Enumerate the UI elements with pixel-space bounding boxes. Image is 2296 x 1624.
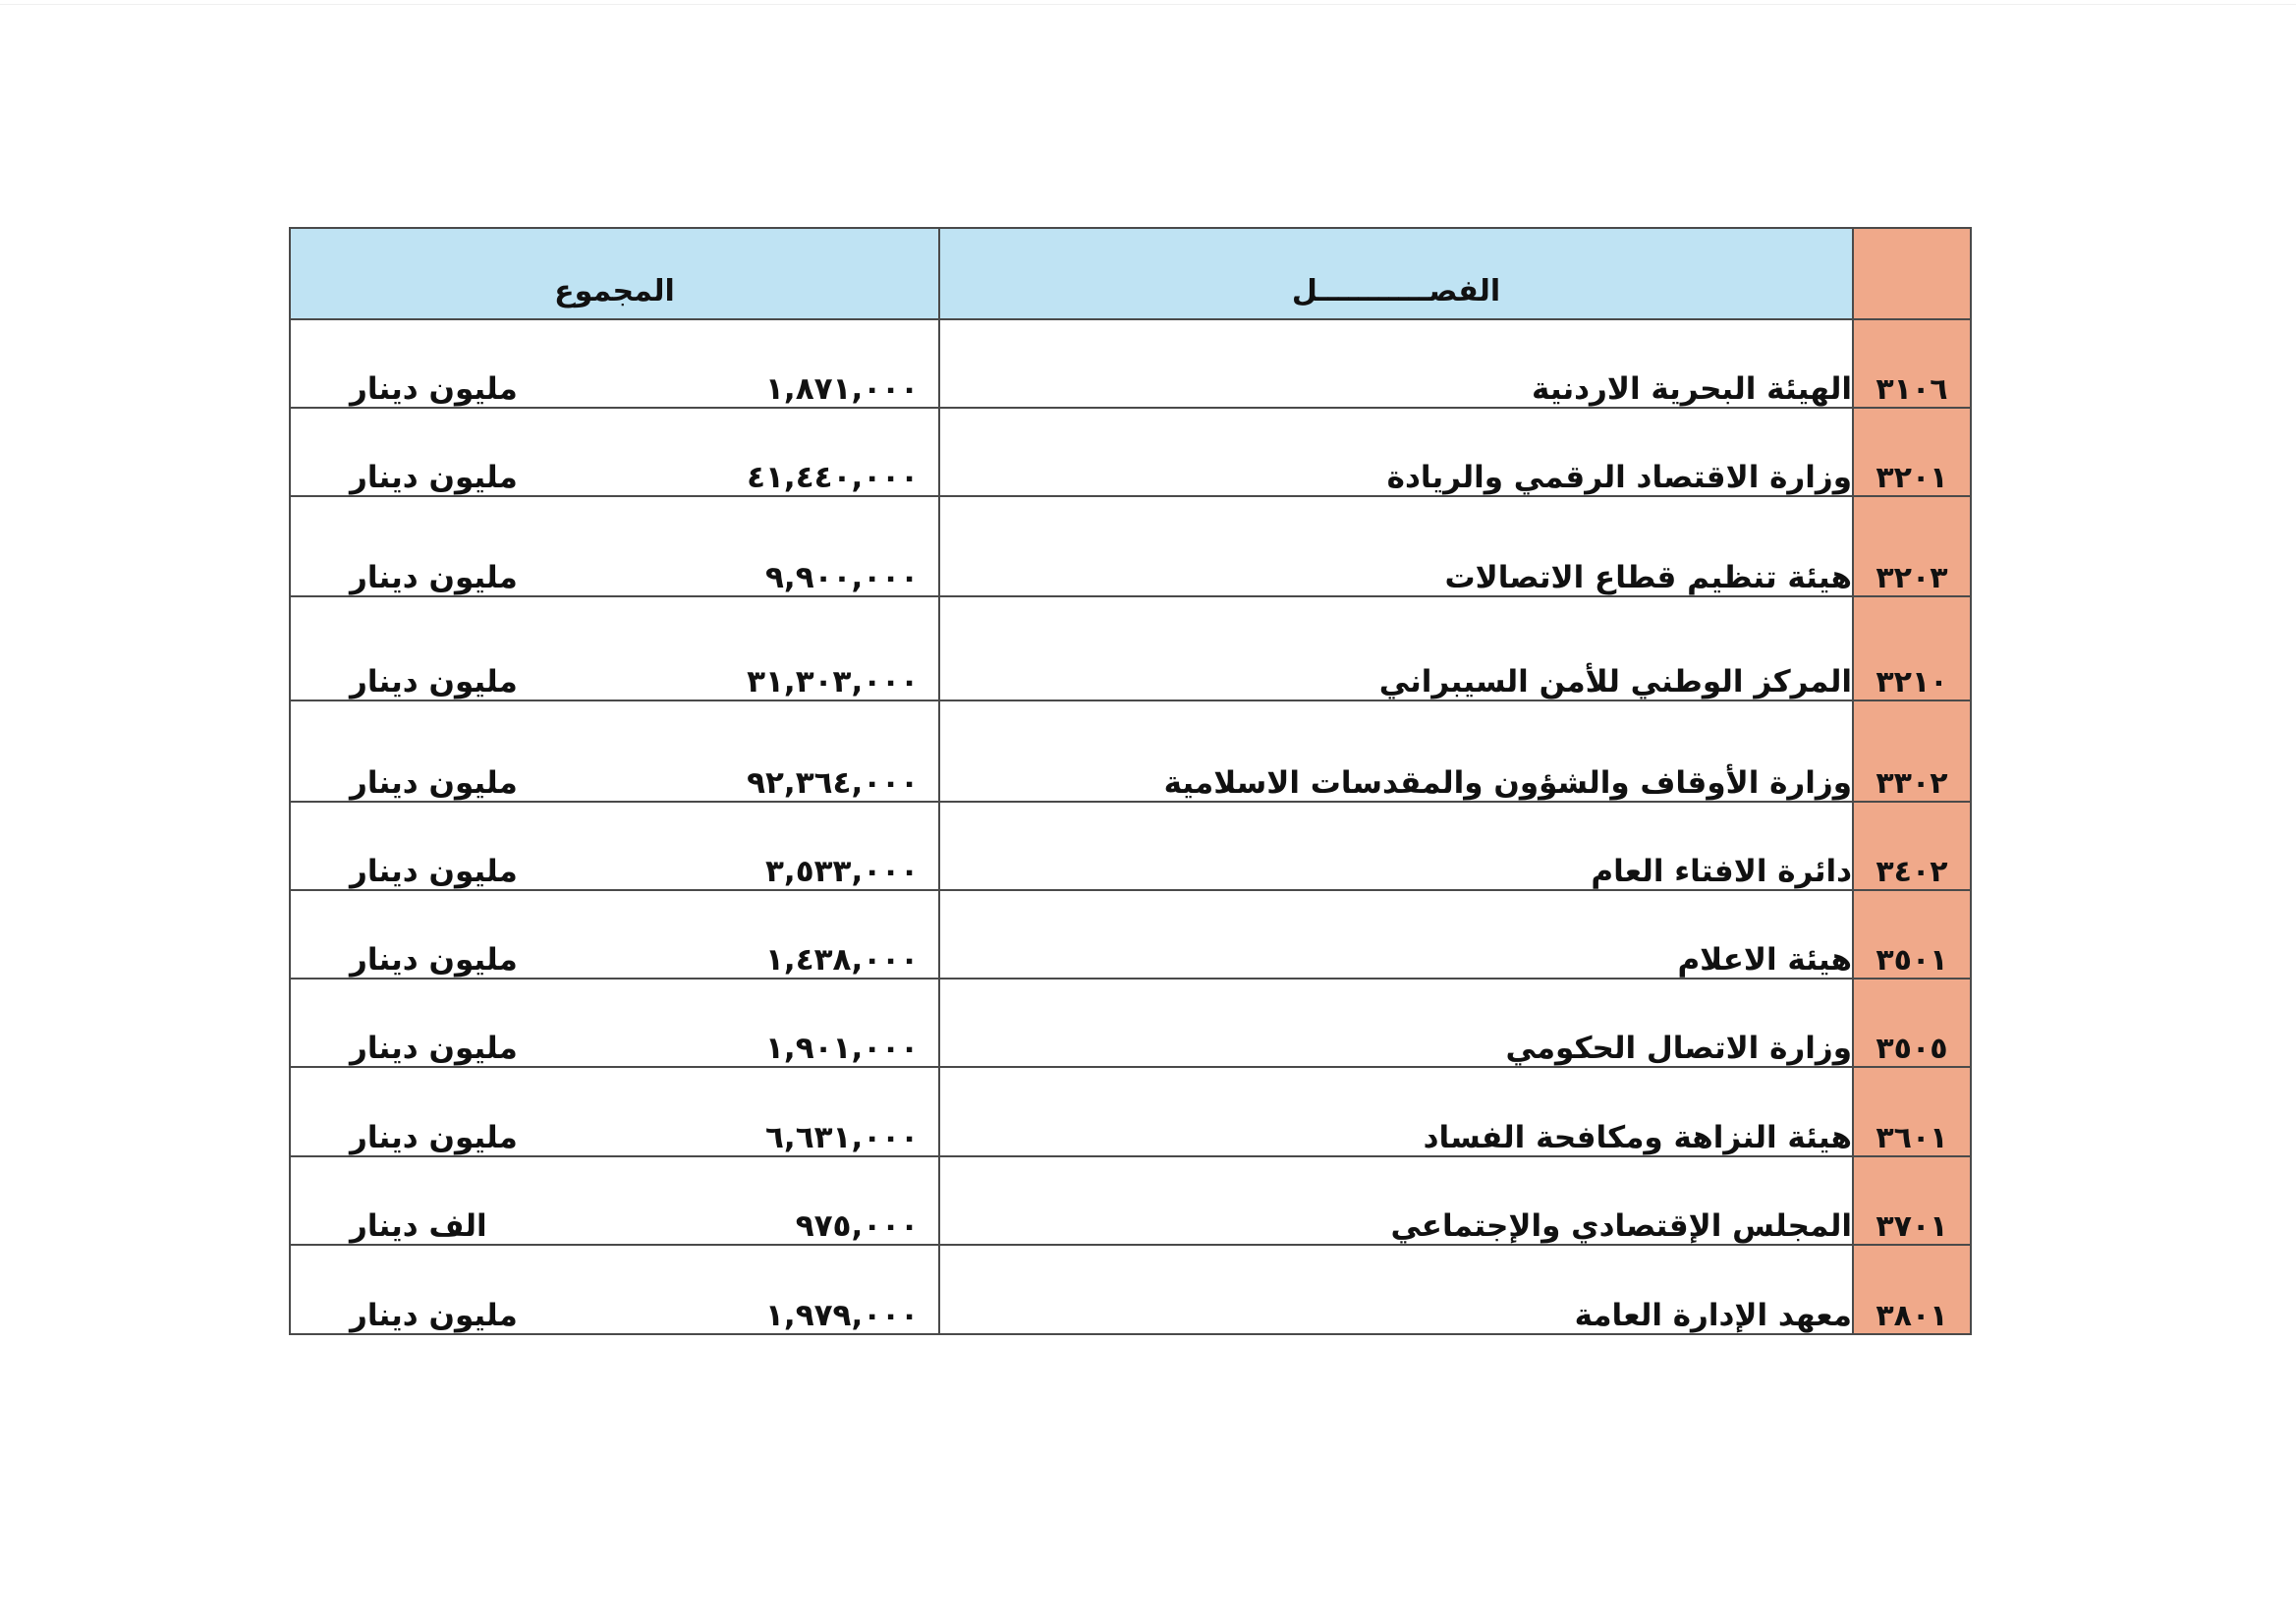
table-header-row <box>290 228 1971 319</box>
amount-value: ٤١,٤٤٠,٠٠٠ <box>747 460 919 495</box>
scan-edge <box>0 4 2296 5</box>
unit-label: مليون دينار <box>350 765 518 801</box>
total-cell <box>290 979 939 1067</box>
total-cell <box>290 802 939 890</box>
table-row <box>290 1156 1971 1245</box>
total-cell <box>290 408 939 496</box>
unit-label: الف دينار <box>350 1208 487 1244</box>
chapter-name: معهد الإدارة العامة <box>939 1245 1853 1334</box>
amount-value: ٩٧٥,٠٠٠ <box>795 1208 919 1244</box>
chapter-code: ٣٢٠١ <box>1853 408 1971 496</box>
unit-label: مليون دينار <box>350 1031 518 1066</box>
amount-value: ١,٨٧١,٠٠٠ <box>765 371 919 407</box>
table-row <box>290 408 1971 496</box>
chapter-code: ٣٥٠١ <box>1853 890 1971 979</box>
chapter-name: هيئة الاعلام <box>939 890 1853 979</box>
chapter-code: ٣١٠٦ <box>1853 319 1971 408</box>
chapter-code: ٣٨٠١ <box>1853 1245 1971 1334</box>
chapter-code: ٣٢٠٣ <box>1853 496 1971 596</box>
amount-value: ١,٩٧٩,٠٠٠ <box>765 1298 919 1333</box>
total-cell <box>290 700 939 802</box>
unit-label: مليون دينار <box>350 560 518 595</box>
chapter-name: وزارة الأوقاف والشؤون والمقدسات الاسلامية <box>939 700 1853 802</box>
table-row <box>290 890 1971 979</box>
unit-label: مليون دينار <box>350 942 518 978</box>
chapter-name: هيئة النزاهة ومكافحة الفساد <box>939 1067 1853 1156</box>
total-cell <box>290 1067 939 1156</box>
amount-value: ١,٩٠١,٠٠٠ <box>765 1031 919 1066</box>
amount-value: ٩,٩٠٠,٠٠٠ <box>765 560 919 595</box>
total-cell <box>290 596 939 700</box>
unit-label: مليون دينار <box>350 664 518 700</box>
table-row <box>290 496 1971 596</box>
chapter-name: الهيئة البحرية الاردنية <box>939 319 1853 408</box>
chapter-column-header: الفصـــــــــــل <box>939 228 1853 319</box>
table-row <box>290 596 1971 700</box>
chapter-name: المجلس الإقتصادي والإجتماعي <box>939 1156 1853 1245</box>
unit-label: مليون دينار <box>350 460 518 495</box>
unit-label: مليون دينار <box>350 854 518 889</box>
table-row <box>290 979 1971 1067</box>
amount-value: ١,٤٣٨,٠٠٠ <box>765 942 919 978</box>
table-row <box>290 1245 1971 1334</box>
total-cell <box>290 496 939 596</box>
amount-value: ٦,٦٣١,٠٠٠ <box>765 1120 919 1155</box>
chapter-name: المركز الوطني للأمن السيبراني <box>939 596 1853 700</box>
table-row <box>290 1067 1971 1156</box>
chapter-name: وزارة الاتصال الحكومي <box>939 979 1853 1067</box>
total-cell <box>290 890 939 979</box>
chapter-code: ٣٤٠٢ <box>1853 802 1971 890</box>
chapter-name: وزارة الاقتصاد الرقمي والريادة <box>939 408 1853 496</box>
chapter-name: هيئة تنظيم قطاع الاتصالات <box>939 496 1853 596</box>
chapter-name: دائرة الافتاء العام <box>939 802 1853 890</box>
table-row <box>290 802 1971 890</box>
total-cell <box>290 1245 939 1334</box>
total-column-header: المجموع <box>290 228 939 319</box>
amount-value: ٩٢,٣٦٤,٠٠٠ <box>747 765 919 801</box>
amount-value: ٣,٥٣٣,٠٠٠ <box>765 854 919 889</box>
chapter-code: ٣٣٠٢ <box>1853 700 1971 802</box>
unit-label: مليون دينار <box>350 371 518 407</box>
table-row <box>290 319 1971 408</box>
chapter-code: ٣٧٠١ <box>1853 1156 1971 1245</box>
table-row <box>290 700 1971 802</box>
unit-label: مليون دينار <box>350 1298 518 1333</box>
chapter-code: ٣٢١٠ <box>1853 596 1971 700</box>
chapter-code: ٣٦٠١ <box>1853 1067 1971 1156</box>
code-column-header <box>1853 228 1971 319</box>
total-cell <box>290 319 939 408</box>
budget-table <box>289 227 1972 1335</box>
chapter-code: ٣٥٠٥ <box>1853 979 1971 1067</box>
total-cell <box>290 1156 939 1245</box>
amount-value: ٣١,٣٠٣,٠٠٠ <box>747 664 919 700</box>
unit-label: مليون دينار <box>350 1120 518 1155</box>
